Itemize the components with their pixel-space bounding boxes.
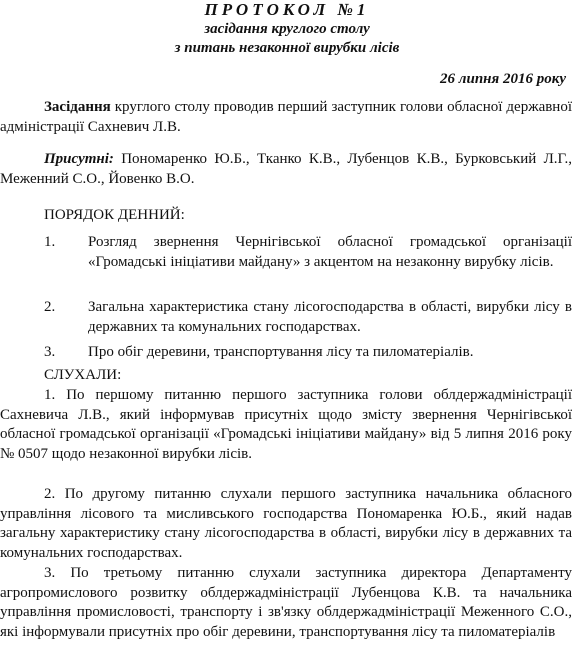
attendees-label: Присутні: <box>44 151 114 167</box>
attendees-names: Пономаренко Ю.Б., Тканко К.В., Лубенцов К.В., Бурковський Л.Г., Меженний С.О., Йовенко В.О. <box>0 151 572 187</box>
agenda-item-number: 3. <box>44 344 56 360</box>
agenda-heading: ПОРЯДОК ДЕННИЙ: <box>44 207 185 223</box>
agenda-item-text: Розгляд звернення Чернігівської обласної громадської організації «Громадські ініціативи майдану» з акцентом на незаконну вирубку лісів. <box>88 234 572 270</box>
agenda-item-text: Про обіг деревини, транспортування лісу та пиломатеріалів. <box>88 344 474 360</box>
agenda-item-number: 1. <box>44 234 56 250</box>
agenda-item <box>0 233 572 272</box>
heard-heading: СЛУХАЛИ: <box>44 367 122 383</box>
meeting-lead-text: круглого столу проводив перший заступник голови обласної державної адміністрації Сахневич Л.В. <box>0 99 572 135</box>
heard-paragraph-1: 1. По першому питанню першого заступника голови облдержадміністрації Сахневича Л.В., який інформував присутніх щодо змісту звернення Чернігівської обласної громадської організації «Громадські ініціативи майдану» від 5 липня 2016 року № 0507 щодо незаконної вирубки лісів. <box>0 387 572 462</box>
agenda-item <box>0 343 572 363</box>
meeting-paragraph <box>0 98 572 137</box>
agenda-item-text: Загальна характеристика стану лісогосподарства в області, вирубки лісу в державних та комунальних господарствах. <box>88 299 572 335</box>
agenda-item <box>0 298 572 337</box>
heard-paragraph-2: 2. По другому питанню слухали першого заступника начальника обласного управління лісового та мисливського господарства Пономаренка Ю.Б., який надав загальну характеристику стану лісогосподарства в області, вирубки лісу в державних та комунальних господарствах. <box>0 486 572 561</box>
document-title: ПРОТОКОЛ №1 <box>204 0 370 19</box>
agenda-item-number: 2. <box>44 299 56 315</box>
document-date: 26 липня 2016 року <box>440 71 566 87</box>
document-subtitle-1: засідання круглого столу <box>204 21 370 37</box>
meeting-lead-label: Засідання <box>44 99 111 115</box>
attendees-paragraph <box>0 150 572 189</box>
heard-paragraph-3: 3. По третьому питанню слухали заступника директора Департаменту агропромислового розвитку облдержадміністрації Лубенцова К.В. та начальника управління промисловості, транспорту і зв'язку облдержадміністрації Меженного С.О., які інформували присутніх про обіг деревини, транспортування лісу та пиломатеріалів <box>0 565 572 640</box>
document-subtitle-2: з питань незаконної вирубки лісів <box>174 40 400 56</box>
